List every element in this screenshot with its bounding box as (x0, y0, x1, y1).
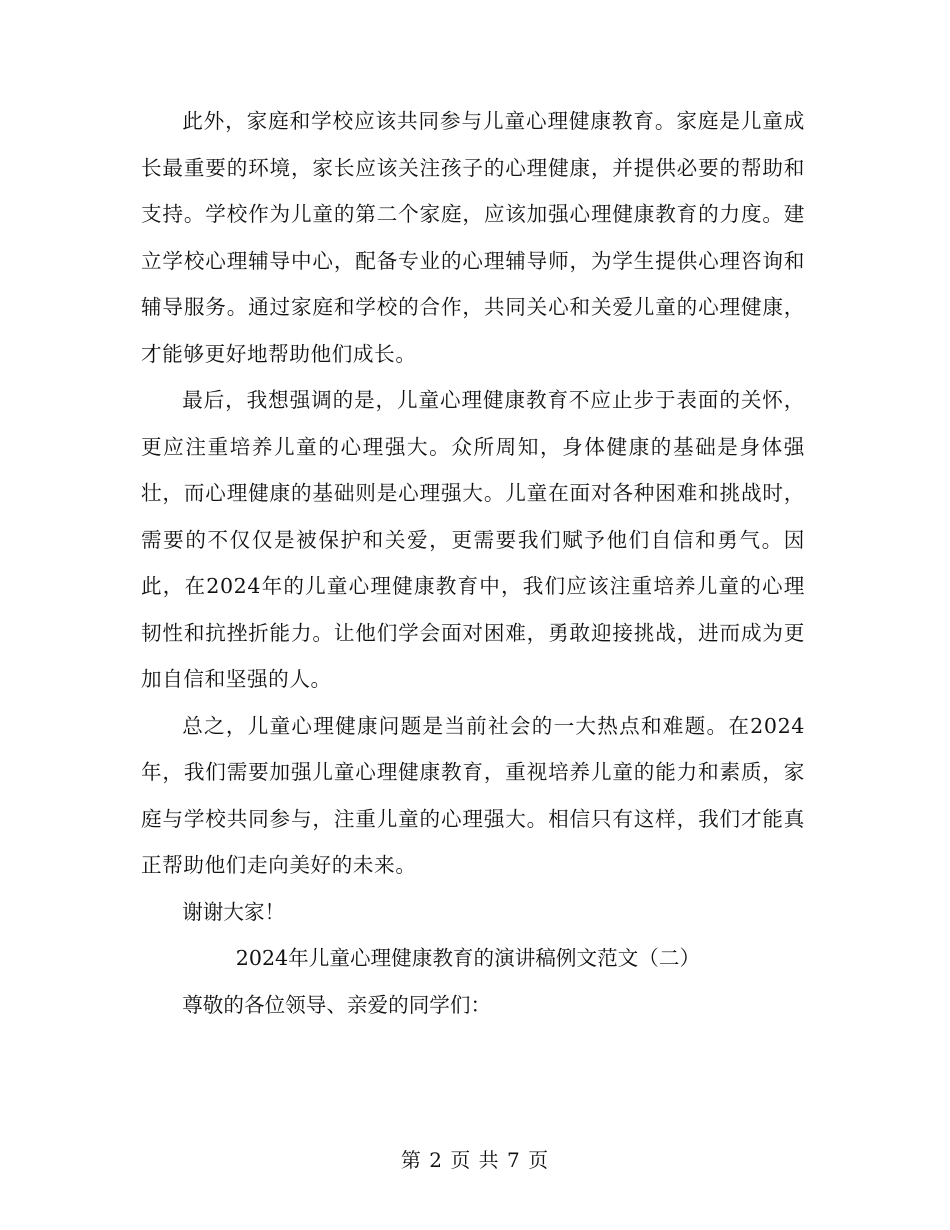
document-body (141, 98, 805, 1028)
paragraph-family-school: 此外，家庭和学校应该共同参与儿童心理健康教育。家庭是儿童成长最重要的环境，家长应该关注孩子的心理健康，并提供必要的帮助和支持。学校作为儿童的第二个家庭，应该加强心理健康教育的力度。建立学校心理辅导中心，配备专业的心理辅导师，为学生提供心理咨询和辅导服务。通过家庭和学校的合作，共同关心和关爱儿童的心理健康，才能够更好地帮助他们成长。 (141, 109, 805, 366)
page-number-footer: 第 2 页 共 7 页 (400, 1148, 550, 1172)
section-title: 2024年儿童心理健康教育的演讲稿例文范文（二） (235, 946, 701, 970)
paragraph-psychological-strength: 最后，我想强调的是，儿童心理健康教育不应止步于表面的关怀，更应注重培养儿童的心理强大。众所周知，身体健康的基础是身体强壮，而心理健康的基础则是心理强大。儿童在面对各种困难和挑战时，需要的不仅仅是被保护和关爱，更需要我们赋予他们自信和勇气。因此，在2024年的儿童心理健康教育中，我们应该注重培养儿童的心理韧性和抗挫折能力。让他们学会面对困难，勇敢迎接挑战，进而成为更加自信和坚强的人。 (141, 388, 805, 691)
thanks-line: 谢谢大家！ (182, 899, 286, 924)
paragraph-conclusion: 总之，儿童心理健康问题是当前社会的一大热点和难题。在2024年，我们需要加强儿童心理健康教育，重视培养儿童的能力和素质，家庭与学校共同参与，注重儿童的心理强大。相信只有这样，我们才能真正帮助他们走向美好的未来。 (141, 713, 805, 877)
greeting-line: 尊敬的各位领导、亲爱的同学们： (182, 992, 492, 1017)
